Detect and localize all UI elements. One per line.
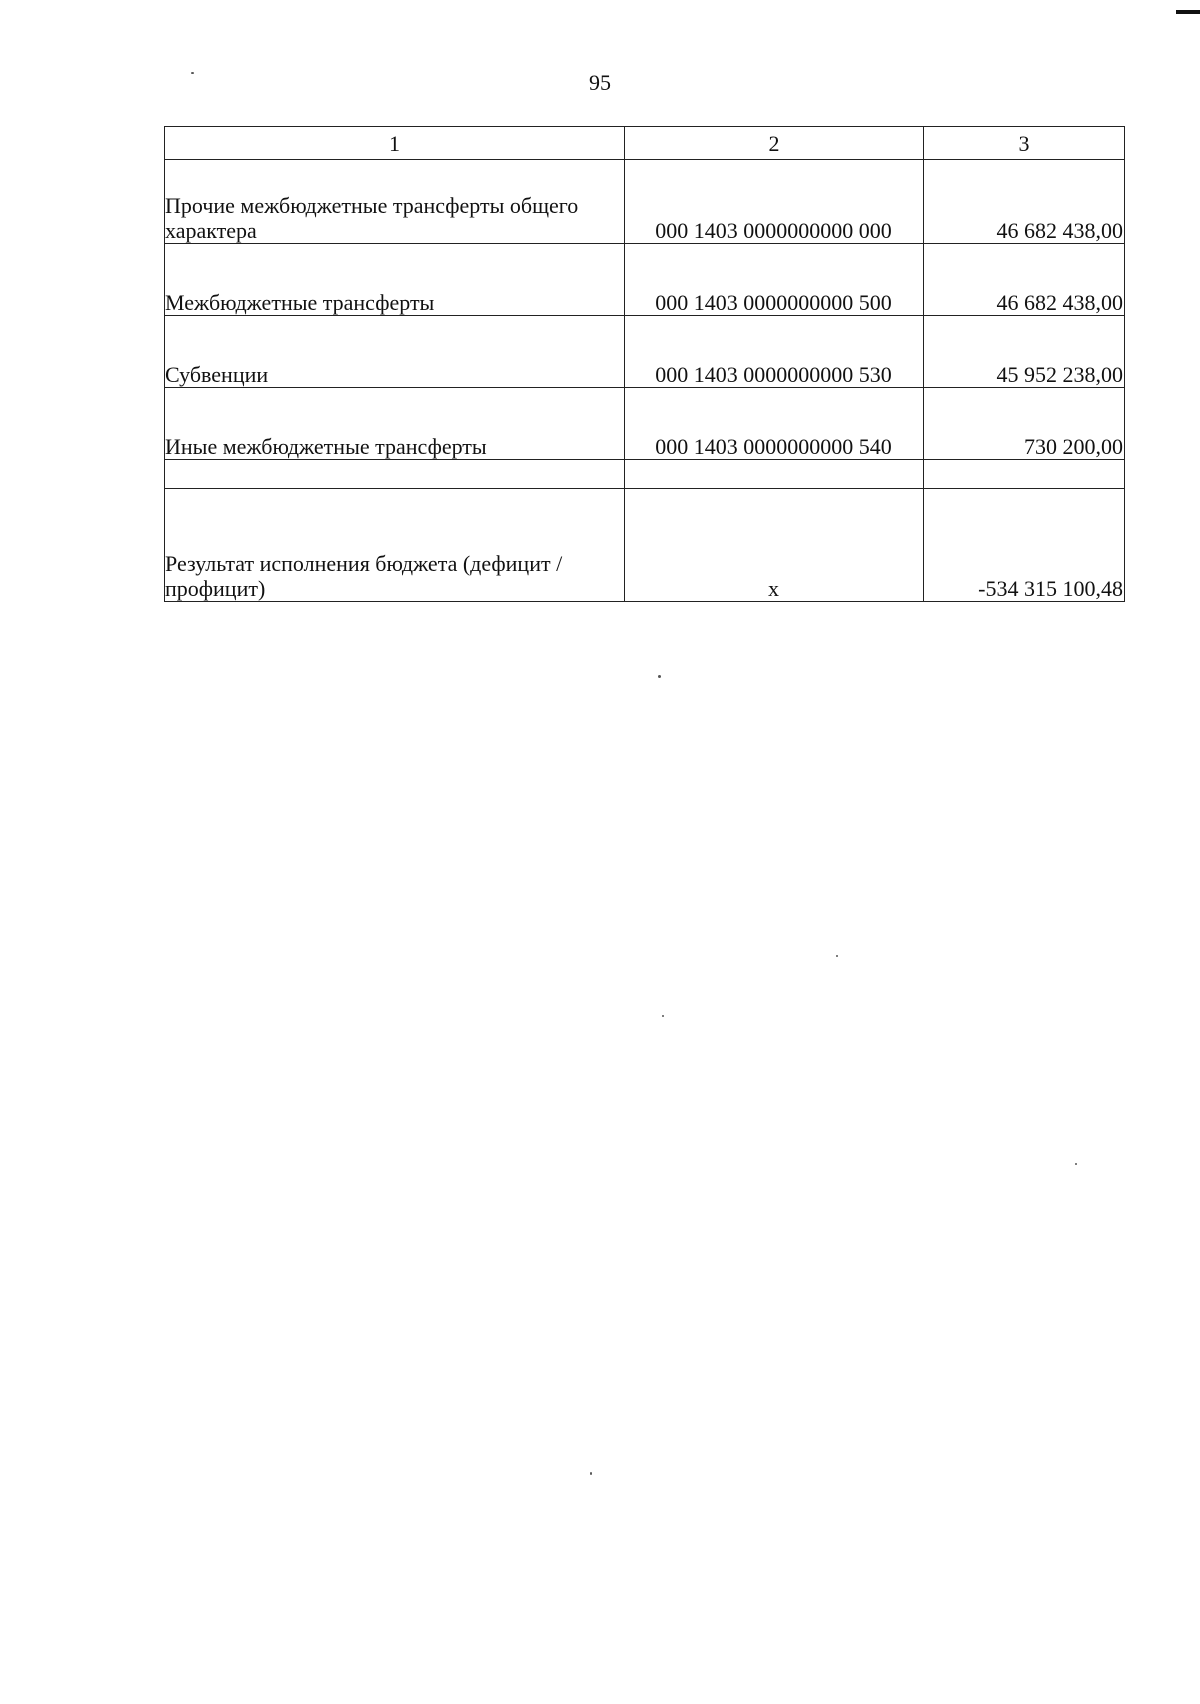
column-header-2: 2 (625, 127, 924, 160)
row-name: Результат исполнения бюджета (дефицит / профицит) (165, 489, 625, 602)
column-header-3: 3 (924, 127, 1125, 160)
table-row (165, 244, 1125, 316)
row-code: x (625, 489, 924, 602)
row-code: 000 1403 0000000000 530 (625, 316, 924, 388)
row-amount: 46 682 438,00 (924, 244, 1125, 316)
table-row-result (165, 489, 1125, 602)
row-amount (924, 460, 1125, 489)
table-row (165, 388, 1125, 460)
row-code: 000 1403 0000000000 000 (625, 160, 924, 244)
row-amount: 45 952 238,00 (924, 316, 1125, 388)
row-name: Субвенции (165, 316, 625, 388)
row-name: Прочие межбюджетные трансферты общего характера (165, 160, 625, 244)
budget-table (164, 126, 1125, 602)
scan-corner-mark (1176, 10, 1200, 14)
scan-speck (191, 72, 194, 74)
row-name: Иные межбюджетные трансферты (165, 388, 625, 460)
row-name (165, 460, 625, 489)
table-row-empty (165, 460, 1125, 489)
scan-speck (836, 955, 838, 957)
row-name: Межбюджетные трансферты (165, 244, 625, 316)
row-amount: 46 682 438,00 (924, 160, 1125, 244)
scan-speck (590, 1472, 592, 1475)
row-code: 000 1403 0000000000 500 (625, 244, 924, 316)
row-amount: 730 200,00 (924, 388, 1125, 460)
table-row (165, 316, 1125, 388)
page-number: 95 (589, 70, 611, 95)
row-code: 000 1403 0000000000 540 (625, 388, 924, 460)
scan-speck (662, 1015, 664, 1017)
row-code (625, 460, 924, 489)
scan-speck (658, 675, 661, 678)
column-header-1: 1 (165, 127, 625, 160)
scan-speck (1075, 1163, 1077, 1165)
table-row (165, 160, 1125, 244)
row-amount: -534 315 100,48 (924, 489, 1125, 602)
table-header-row (165, 127, 1125, 160)
